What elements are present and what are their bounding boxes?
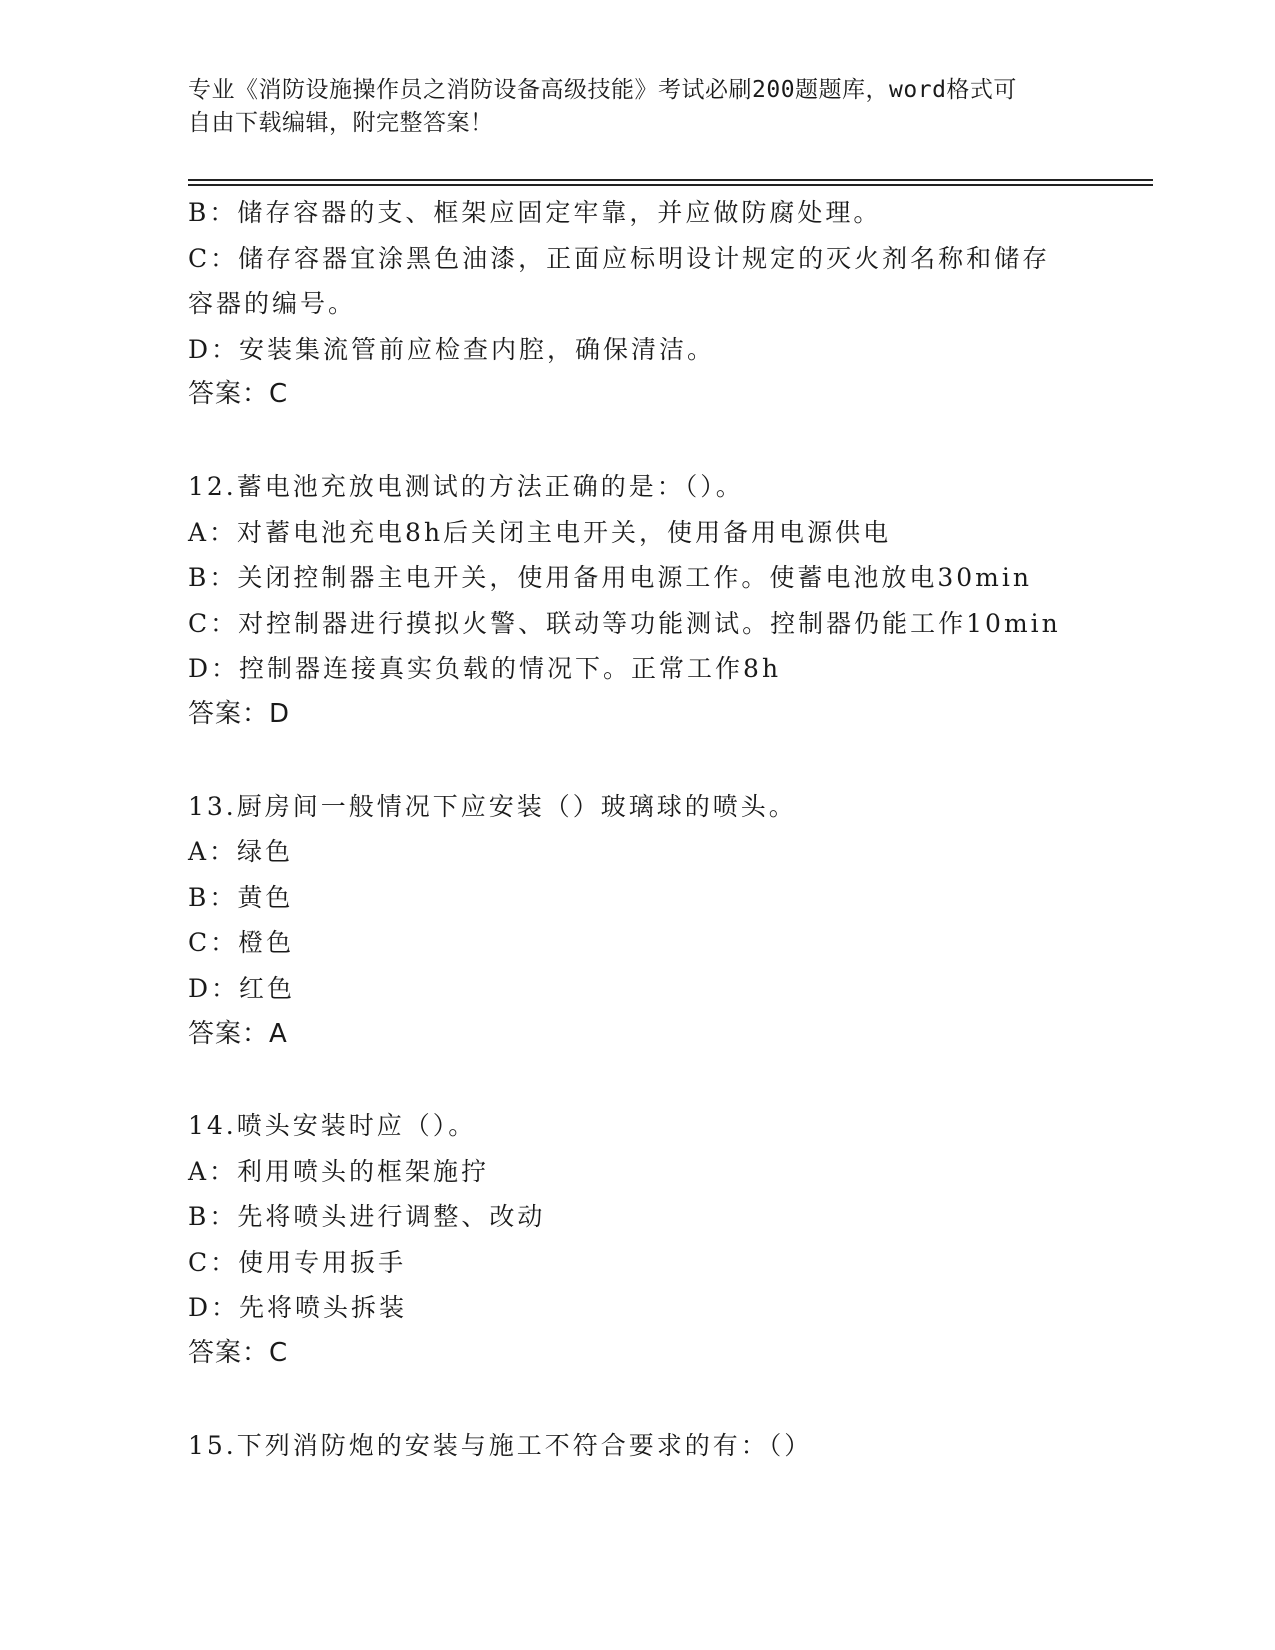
option-b: B：先将喷头进行调整、改动 bbox=[188, 1202, 546, 1232]
header-line-1: 专业《消防设施操作员之消防设备高级技能》考试必刷200题题库，word格式可 bbox=[188, 77, 1017, 103]
question-stem: 15.下列消防炮的安装与施工不符合要求的有：（） bbox=[188, 1430, 813, 1460]
option-b: B：黄色 bbox=[188, 882, 294, 912]
header-divider-bottom bbox=[188, 184, 1153, 186]
question-14 bbox=[188, 1103, 1088, 1377]
option-d: D：安装集流管前应检查内腔，确保清洁。 bbox=[188, 334, 716, 364]
option-b: B：关闭控制器主电开关，使用备用电源工作。使蓄电池放电30min bbox=[188, 563, 1032, 593]
option-a: A：绿色 bbox=[188, 837, 294, 867]
option-b: B：储存容器的支、框架应固定牢靠，并应做防腐处理。 bbox=[188, 198, 882, 227]
question-12 bbox=[188, 464, 1088, 738]
question-list bbox=[188, 190, 1088, 1468]
question-13 bbox=[188, 784, 1088, 1058]
header-line-2: 自由下载编辑，附完整答案！ bbox=[188, 110, 494, 136]
question-stem: 14.喷头安装时应（）。 bbox=[188, 1111, 477, 1141]
option-c: C：橙色 bbox=[188, 928, 295, 958]
option-c: C：使用专用扳手 bbox=[188, 1247, 407, 1277]
option-d: D：先将喷头拆装 bbox=[188, 1293, 408, 1323]
question-11-continued bbox=[188, 190, 1088, 418]
document-header bbox=[188, 74, 1068, 140]
answer: 答案：C bbox=[188, 1338, 289, 1369]
answer: 答案：A bbox=[188, 1018, 288, 1049]
answer: 答案：C bbox=[188, 379, 289, 410]
question-stem: 13.厨房间一般情况下应安装（）玻璃球的喷头。 bbox=[188, 791, 797, 821]
option-c-continued: 容器的编号。 bbox=[188, 289, 357, 319]
option-c: C：对控制器进行摸拟火警、联动等功能测试。控制器仍能工作10min bbox=[188, 608, 1061, 638]
answer: 答案：D bbox=[188, 698, 291, 729]
option-a: A：对蓄电池充电8h后关闭主电开关，使用备用电源供电 bbox=[188, 517, 892, 547]
option-d: D：控制器连接真实负载的情况下。正常工作8h bbox=[188, 654, 782, 684]
question-15 bbox=[188, 1423, 1088, 1469]
question-stem: 12.蓄电池充放电测试的方法正确的是：（）。 bbox=[188, 471, 744, 501]
option-a: A：利用喷头的框架施拧 bbox=[188, 1156, 490, 1186]
option-c: C：储存容器宜涂黑色油漆，正面应标明设计规定的灭火剂名称和储存 bbox=[188, 243, 1051, 273]
header-divider-top bbox=[188, 179, 1153, 181]
option-d: D：红色 bbox=[188, 973, 296, 1003]
